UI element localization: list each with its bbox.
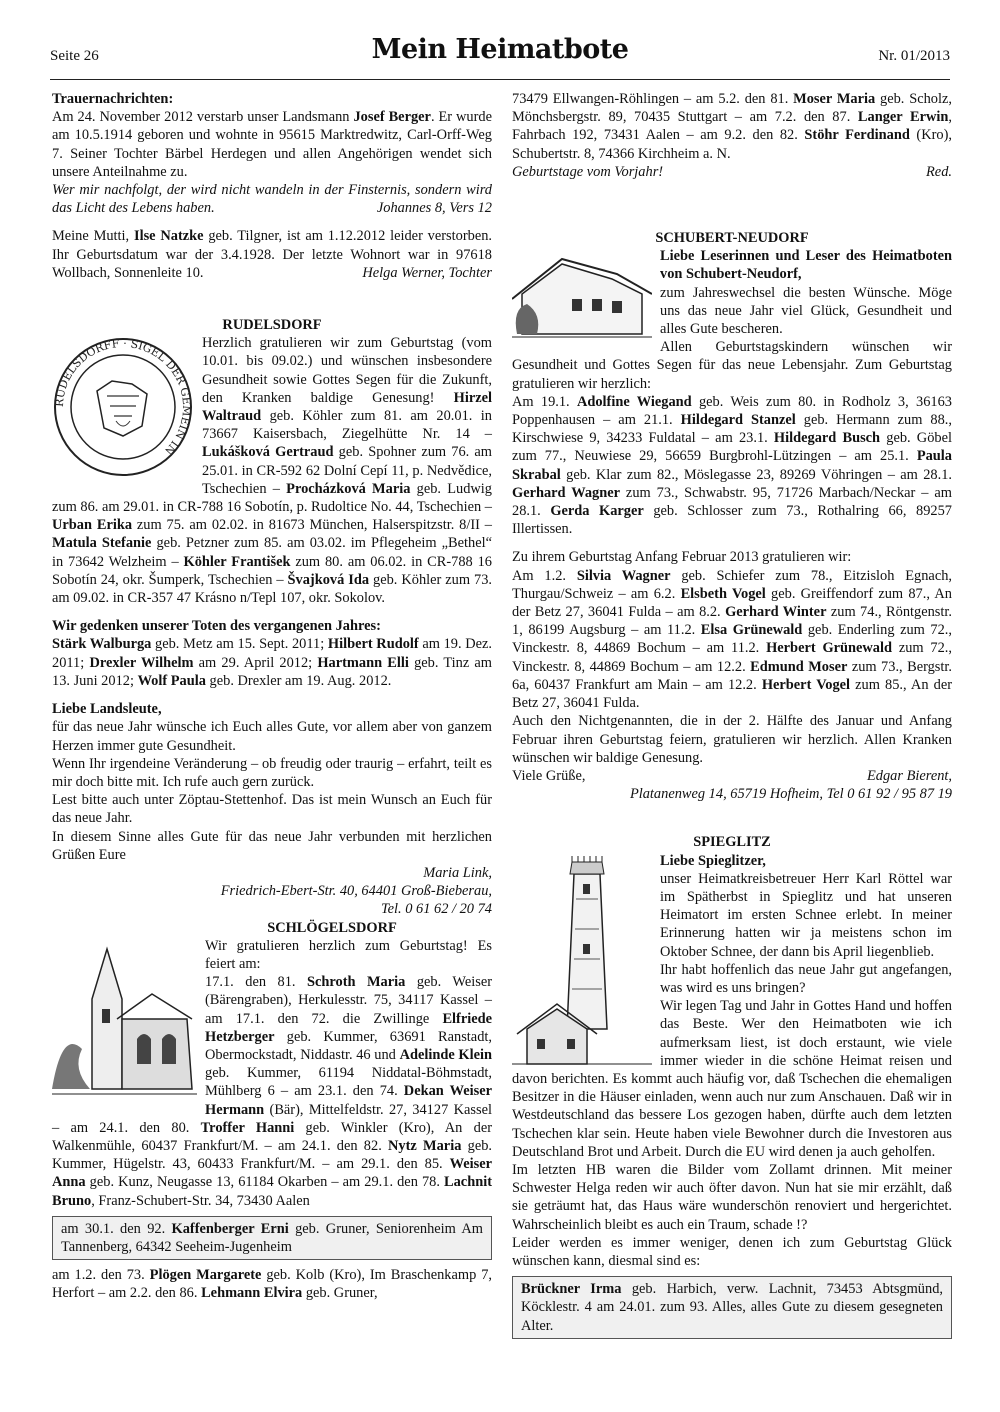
spieglitz-p4: Im letzten HB waren die Bilder vom Zollamt drinnen. Mit meiner Schwester Helga reden wir auch öfter davon. Nun hat sie mir erzählt, daß sie geträumt hat, das Haus wäre wunderschön renoviert und hergerichtet. Wahrscheinlich bleibt es auch ein Traum, schade !? — [512, 1161, 952, 1233]
greeting-p1: für das neue Jahr wünsche ich Euch alles Gute, vor allem aber von ganzem Herzen immer gute Gesundheit. — [52, 719, 492, 754]
greeting-p2: Wenn Ihr irgendeine Veränderung – ob freudig oder traurig – erfahrt, teilt es mir doch bitte mit. Ich rufe auch gern zurück. — [52, 755, 492, 790]
seal-text: RUDELSDORFF · SIGEL DER GEMEIN IN — [52, 337, 194, 458]
header-rule — [50, 79, 950, 80]
schloegelsdorf-birthdays: 17.1. den 81. Schroth Maria geb. Weiser (Bärengraben), Herkulesstr. 75, 34117 Kassel – am 17.1. den 72. die Zwillinge Elfriede Hetzberger geb. Kummer, 63691 Ranstadt, Obermockstadt, Niddastr. 46 und Adelinde Klein geb. Kummer, 61194 Niddatal-Böhmstadt, Mühlberg 6 – am 23.1. den 74. Dekan Weiser Hermann (Bär), Mittelfeldstr. 27, 34127 Kassel – am 24.1. den 80. Troffer Hanni geb. Winkler (Kro), An der Walkenmühle, 60437 Frankfurt/M. – am 24.1. den 82. Nytz Maria geb. Kummer, Hügelstr. 43, 60433 Frankfurt/M. – am 29.1. den 85. Weiser Anna geb. Kunz, Neugasse 13, 61184 Okarben – am 29.1. den 78. Lachnit Bruno, Franz-Schubert-Str. 34, 73430 Aalen — [52, 974, 493, 1209]
rudelsdorf-birthdays: Herzlich gratulieren wir zum Geburtstag (vom 10.01. bis 09.02.) und wünschen insbesondere Gesundheit sowie Gottes Segen für die Zukunft, den Kranken baldige Genesung! Hirzel Waltraud geb. Köhler zum 81. am 20.01. in 73667 Kaisersbach, Ziegelhütte Nr. 14 – Lukášková Gertraud geb. Spohner zum 76. am 25.01. in CR-592 62 Dolní Cepí 11, p. Nedvědice, Tschechien – Procházková Maria geb. Ludwig zum 86. am 29.01. in CR-788 16 Sobotín, p. Rudoltice No. 44, Tschechien – Urban Erika zum 75. am 02.02. in 81673 München, Halserspitzstr. 8/II – Matula Stefanie geb. Petzner zum 85. am 03.02. im Pflegeheim „Bethel“ in 73642 Welzheim – Köhler František zum 80. am 06.02. in CR-788 16 Sobotín 24, okr. Šumperk, Tschechien – Švajková Ida geb. Köhler zum 73. am 09.02. in CR-357 47 Krásno n/Tepl 107, okr. Sokolov. — [52, 335, 493, 607]
section-title-schloegelsdorf: SCHLÖGELSDORF — [267, 919, 397, 936]
memorial-heading: Wir gedenken unserer Toten des vergangenen Jahres: — [52, 618, 381, 635]
schloegelsdorf-birthdays-2: am 1.2. den 73. Plögen Margarete geb. Kolb (Kro), Im Braschenkamp 7, Herfort – am 2.2. den 86. Lehmann Elvira geb. Gruner, — [52, 1267, 492, 1302]
schubert-feb-intro: Zu ihrem Geburtstag Anfang Februar 2013 gratulieren wir: — [512, 549, 852, 566]
page-number: Seite 26 — [50, 48, 99, 64]
continued-note: Geburtstage vom Vorjahr! Red. — [512, 163, 952, 180]
schubert-feb-birthdays: Am 1.2. Silvia Wagner geb. Schiefer zum 78., Eitzisloh Egnach, Thurgau/Schweiz – am 6.2. Elsbeth Vogel geb. Greiffendorf zum 87., An der Betz 27, 36041 Fulda – am 8.2. Gerhard Winter zum 74., Röntgenstr. 1, 86199 Augsburg – am 11.2. Elsa Grünewald geb. Enderling zum 72., Vinckestr. 8, 44869 Bochum – am 11.2. Herbert Grünewald zum 72., Vinckestr. 8, 44869 Bochum – am 12.2. Edmund Moser zum 73., Bergstr. 6a, 60437 Frankfurt am Main – am 12.2. Herbert Vogel zum 85., An der Betz 27, 36041 Fulda. — [512, 567, 953, 712]
greeting-p4: In diesem Sinne alles Gute für das neue Jahr verbunden mit herzlichen Grüßen Eure — [52, 828, 492, 863]
signature-name: Maria Link, — [423, 864, 492, 881]
farmhouse-image — [512, 249, 652, 339]
highlight-box-brueckner: Brückner Irma geb. Harbich, verw. Lachnit, 73453 Abtsgmünd, Köcklestr. 4 am 24.01. zum 93. Alles, alles Gute zu diesem gesegneten Alter. — [512, 1276, 952, 1339]
masthead-title: Mein Heimatbote — [371, 34, 629, 65]
schubert-p3: Auch den Nichtgenannten, die in der 2. Hälfte des Januar und Anfang Februar ihren Geburtstag feiern, gratulieren wir herzlich. Allen Kranken wünschen wir baldige Genesung. — [512, 713, 952, 766]
bible-quote: Wer mir nachfolgt, der wird nicht wandeln in der Finsternis, sondern wird das Licht des Lebens haben. Johannes 8, Vers 12 — [52, 182, 492, 217]
section-title-rudelsdorf: RUDELSDORF — [222, 317, 322, 334]
obituary-berger: Am 24. November 2012 verstarb unser Landsmann Josef Berger. Er wurde am 10.5.1914 geboren und wohnte in 95615 Marktredwitz, Carl-Orff-Weg 7. Seiner Tochter Bärbel Herdegen und allen Angehörigen wendet sich unsere Anteilnahme zu. — [52, 109, 492, 180]
signature-address: Friedrich-Ebert-Str. 40, 64401 Groß-Bieberau, — [220, 883, 492, 900]
schubert-p2: Allen Geburtstagskindern wünschen wir Gesundheit und Gottes Segen für das neue Lebensjahr. Zum Geburtstag gratulieren wir herzlich: — [512, 339, 952, 392]
signature-phone: Tel. 0 61 62 / 20 74 — [380, 901, 492, 918]
spieglitz-p5: Leider werden es immer weniger, denen ich zum Geburtstag Glück wünschen kann, diesmal sind es: — [512, 1234, 952, 1269]
issue-number: Nr. 01/2013 — [878, 48, 950, 64]
right-column — [512, 90, 952, 1345]
spieglitz-lead: Liebe Spieglitzer, — [660, 852, 766, 869]
greeting-heading: Liebe Landsleute, — [52, 701, 162, 718]
section-title-trauer: Trauernachrichten: — [52, 91, 174, 107]
section-title-spieglitz: SPIEGLITZ — [693, 834, 771, 851]
schubert-lead: Liebe Leserinnen und Leser des Heimatboten von Schubert-Neudorf, — [660, 248, 952, 283]
schubert-signature: Viele Grüße, Edgar Bierent, — [512, 767, 952, 784]
schubert-jan-birthdays: Am 19.1. Adolfine Wiegand geb. Weis zum 80. in Rodholz 3, 36163 Poppenhausen – am 21.1. Hildegard Stanzel geb. Hermann zum 88., Kirschwiese 9, 34233 Fuldatal – am 23.1. Hildegard Busch geb. Göbel zum 77., Neuwiese 29, 56659 Burgbrohl-Lützingen – am 25.1. Paula Skrabal geb. Klar zum 82., Möslegasse 23, 89269 Vöhringen – am 28.1. Gerhard Wagner zum 73., Schwabstr. 95, 71726 Marbach/Neckar – am 28.1. Gerda Karger geb. Schlosser zum 73., Rothalring 66, 89257 Illertissen. — [512, 393, 952, 538]
schloegelsdorf-intro: Wir gratulieren herzlich zum Geburtstag! Es feiert am: — [205, 937, 492, 972]
schubert-address: Platanenweg 14, 65719 Hofheim, Tel 0 61 92 / 95 87 19 — [629, 786, 952, 803]
greeting-p3: Lest bitte auch unter Zöptau-Stettenhof. Das ist mein Wunsch an Euch für das neue Jahr. — [52, 792, 492, 827]
church-image — [52, 939, 197, 1099]
highlight-box-kaffenberger: am 30.1. den 92. Kaffenberger Erni geb. Gruner, Seniorenheim Am Tannenberg, 64342 Seeheim-Jugenheim — [52, 1216, 492, 1260]
left-column — [52, 90, 492, 1303]
tower-image — [512, 854, 652, 1066]
spieglitz-p2: Ihr habt hoffenlich das neue Jahr gut angefangen, was wird es uns bringen? — [660, 961, 952, 996]
memorial-list: Stärk Walburga geb. Metz am 15. Sept. 2011; Hilbert Rudolf am 19. Dez. 2011; Drexler Wilhelm am 29. April 2012; Hartmann Elli geb. Tinz am 13. Juni 2012; Wolf Paula geb. Drexler am 19. Aug. 2012. — [52, 636, 493, 689]
schubert-p1: zum Jahreswechsel die besten Wünsche. Möge uns das neue Jahr viel Glück, Gesundheit und alles Gute bescheren. — [660, 284, 952, 338]
rudelsdorf-seal-image — [52, 336, 194, 478]
section-title-schubert-neudorf: SCHUBERT-NEUDORF — [655, 230, 809, 247]
spieglitz-p3: Wir legen Tag und Jahr in Gottes Hand und hoffen das Beste. Wer den Heimatboten wie ich aufmerksam liest, ist doch erstaunt, wie viele immer wieder in die schöne Heimat reisen und davon berichten. Es kommt auch häufig vor, daß Tschechen die ehemaligen Besitzer in die Häuser einladen, wenn auch nur zum Anschauen. Daß wir in Westdeutschland das bessere Los gezogen haben, dürfte auch dem letzten Tschechen klar sein. Heute haben viele Bewohner durch die Investoren aus Deutschland Brot und Arbeit. Durch die EU wird denen ja auch geholfen. — [512, 998, 952, 1160]
obituary-natzke: Meine Mutti, Ilse Natzke geb. Tilgner, ist am 1.12.2012 leider verstorben. Ihr Geburtsdatum war der 3.4.1928. Der letzte Wohnort war in 97618 Wollbach, Sonnenleite 10. Helga Werner, Tochter — [52, 228, 493, 281]
continued-birthdays: 73479 Ellwangen-Röhlingen – am 5.2. den 81. Moser Maria geb. Scholz, Mönchsbergstr. 89, 70435 Stuttgart – am 7.2. den 87. Langer Erwin, Fahrbach 192, 73431 Aalen – am 9.2. den 82. Stöhr Ferdinand (Kro), Schubertstr. 8, 74366 Kirchheim a. N. — [512, 91, 952, 162]
spieglitz-p1: unser Heimatkreisbetreuer Herr Karl Röttel war im Spätherbst in Spieglitz und hat unseren Heimatort im ersten Schnee erlebt. In meiner Erinnerung hatten wir ja meistens schon im Oktober Schnee, der dann bis April liegenblieb. — [660, 870, 952, 960]
